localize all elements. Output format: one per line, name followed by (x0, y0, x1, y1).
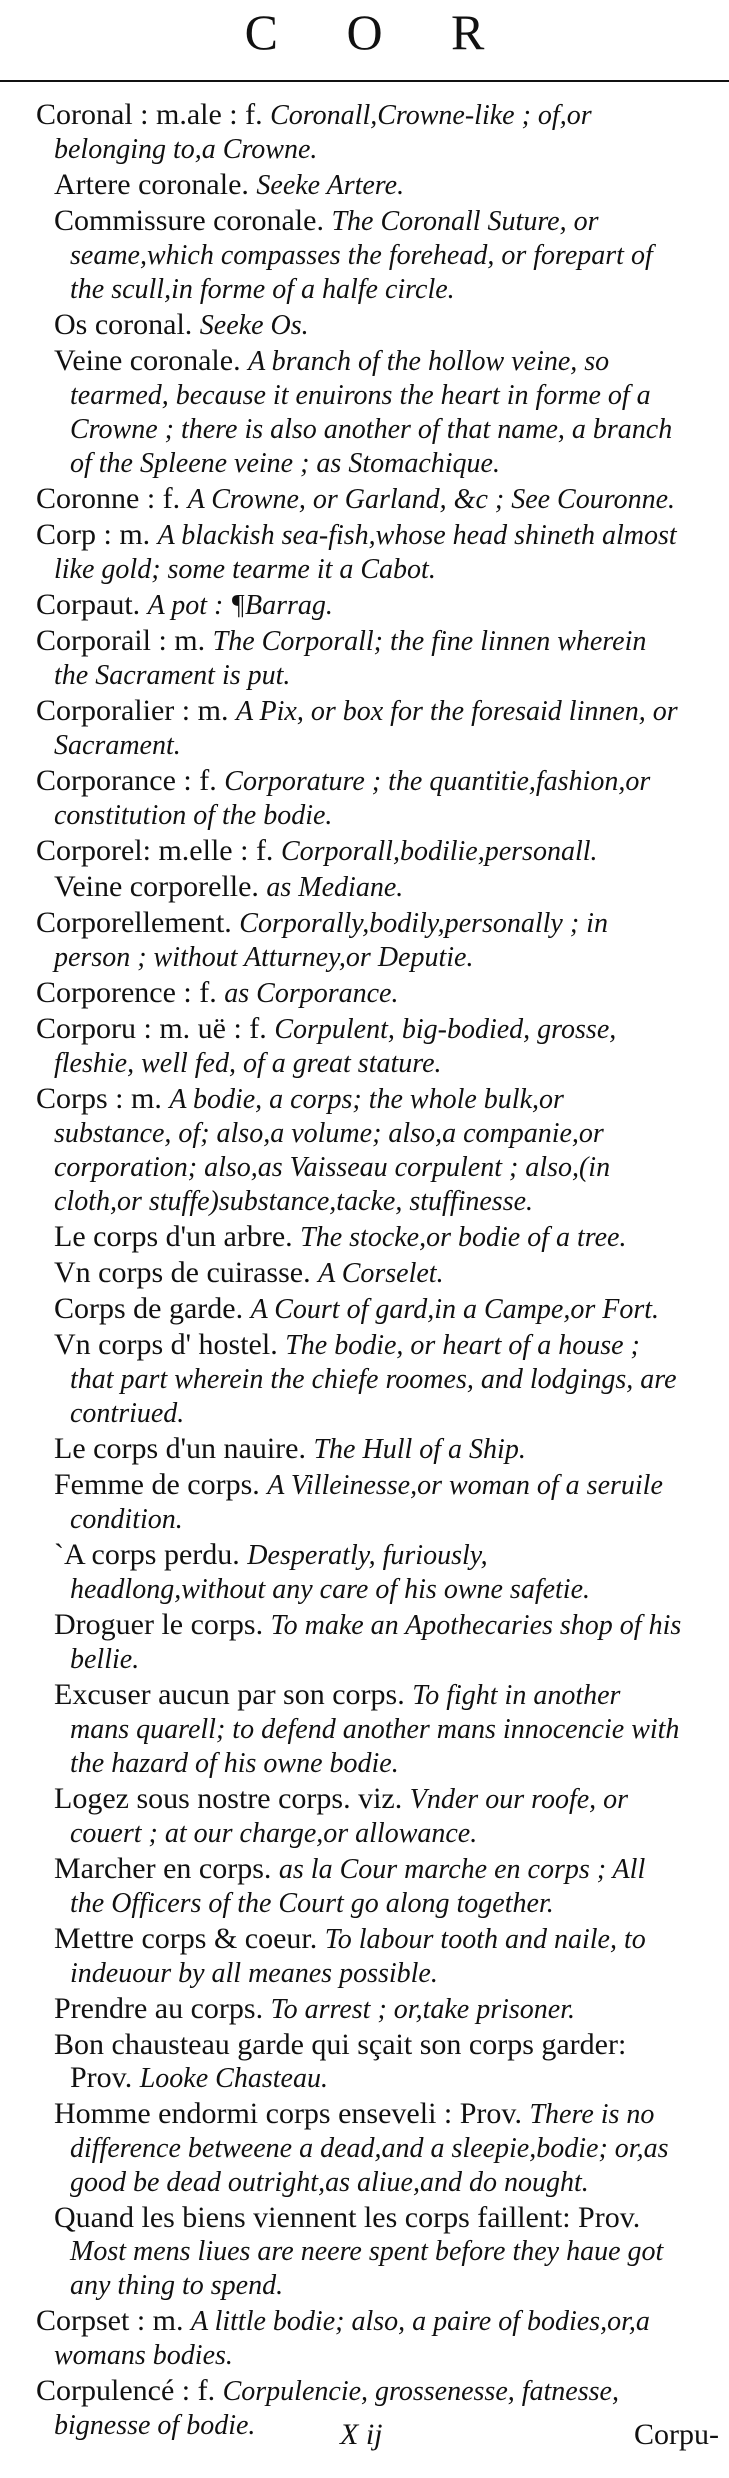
headword: Corps : m. (36, 1082, 162, 1115)
dictionary-entry (36, 2304, 686, 2372)
headword: Mettre corps & coeur. (54, 1922, 318, 1955)
headword: Corporance : f. (36, 764, 217, 797)
dictionary-subentry (36, 308, 686, 342)
headword: Corpulencé : f. (36, 2374, 216, 2407)
gloss: Corpulencie, grossenesse, fatnesse, bignesse of bodie. (54, 2376, 619, 2441)
dictionary-entry (36, 906, 686, 974)
gloss: Corporall,bodilie,personall. (280, 836, 598, 867)
gloss: A Villeinesse,or woman of a seruile condition. (70, 1470, 663, 1535)
headword: Veine coronale. (54, 344, 241, 377)
gloss: A Court of gard,in a Campe,or Fort. (250, 1294, 659, 1325)
dictionary-subentry (36, 204, 686, 306)
gloss: Seeke Artere. (256, 170, 405, 201)
signature-mark: X ij (340, 2418, 383, 2451)
gloss: To make an Apothecaries shop of his bellie. (70, 1610, 682, 1675)
gloss: as Mediane. (266, 872, 404, 903)
headword: Quand les biens viennent les corps faillent: Prov. (54, 2201, 641, 2234)
gloss: A Crowne, or Garland, &c ; See Couronne. (187, 484, 676, 515)
headword: `A corps perdu. (54, 1538, 240, 1571)
dictionary-subentry (36, 1608, 686, 1676)
headword: Prendre au corps. (54, 1992, 264, 2025)
headword: Corps de garde. (54, 1292, 244, 1325)
gloss: Seeke Os. (199, 310, 309, 341)
gloss: Corpulent, big-bodied, grosse, fleshie, well fed, of a great stature. (54, 1014, 617, 1079)
headword: Commissure coronale. (54, 204, 324, 237)
gloss: The Corporall; the fine linnen wherein the Sacrament is put. (54, 626, 647, 691)
headword: Marcher en corps. (54, 1852, 272, 1885)
headword: Bon chausteau garde qui sçait son corps garder: Prov. (54, 2028, 627, 2094)
gloss: The bodie, or heart of a house ; that part wherein the chiefe roomes, and lodgings, are contriued. (70, 1330, 677, 1429)
gloss: The Hull of a Ship. (313, 1434, 526, 1465)
dictionary-entry (36, 976, 686, 1010)
dictionary-subentry (36, 1852, 686, 1920)
catchword: Corpu- (634, 2418, 719, 2451)
gloss: A little bodie; also, a paire of bodies,or,a womans bodies. (54, 2306, 650, 2371)
headword: Os coronal. (54, 308, 193, 341)
dictionary-entry (36, 518, 686, 586)
gloss: A Corselet. (318, 1258, 444, 1289)
dictionary-subentry (36, 1538, 686, 1606)
headword: Droguer le corps. (54, 1608, 264, 1641)
headword: Le corps d'un nauire. (54, 1432, 306, 1465)
dictionary-subentry (36, 1678, 686, 1780)
dictionary-subentry (36, 1468, 686, 1536)
dictionary-entry (36, 834, 686, 868)
gloss: A blackish sea-fish,whose head shineth almost like gold; some tearme it a Cabot. (54, 520, 677, 585)
dictionary-entry (36, 624, 686, 692)
headword: Corp : m. (36, 518, 151, 551)
dictionary-subentry (36, 1922, 686, 1990)
page-header (0, 0, 729, 64)
dictionary-subentry (36, 2201, 686, 2302)
header-rule (0, 80, 729, 82)
gloss: Looke Chasteau. (139, 2063, 328, 2094)
dictionary-column (36, 98, 686, 2444)
dictionary-subentry (36, 2028, 686, 2095)
gloss: Most mens liues are neere spent before they haue got any thing to spend. (70, 2236, 664, 2301)
headword: Corporail : m. (36, 624, 206, 657)
headword: Femme de corps. (54, 1468, 260, 1501)
headword: Artere coronale. (54, 168, 249, 201)
dictionary-subentry (36, 1256, 686, 1290)
headword: Vn corps de cuirasse. (54, 1256, 311, 1289)
gloss: Corporally,bodily,personally ; in person ; without Atturney,or Deputie. (54, 908, 608, 973)
gloss: The stocke,or bodie of a tree. (300, 1222, 627, 1253)
dictionary-entry (36, 588, 686, 622)
headword: Corporalier : m. (36, 694, 229, 727)
gloss: There is no difference betweene a dead,and a sleepie,bodie; or,as good be dead outright,as aliue,and do nought. (70, 2099, 669, 2198)
dictionary-subentry (36, 1782, 686, 1850)
headword: Corporence : f. (36, 976, 217, 1009)
dictionary-entry (36, 1012, 686, 1080)
gloss: A bodie, a corps; the whole bulk,or substance, of; also,a volume; also,a companie,or corporation; also,as Vaisseau corpulent ; also,(in cloth,or stuffe)substance,tacke, stuffinesse. (54, 1084, 611, 1217)
dictionary-subentry (36, 1992, 686, 2026)
dictionary-entry (36, 482, 686, 516)
dictionary-subentry (36, 870, 686, 904)
gloss: The Coronall Suture, or seame,which compasses the forehead, or forepart of the scull,in forme of a halfe circle. (70, 206, 653, 305)
page-footer (0, 2418, 729, 2468)
gloss: To arrest ; or,take prisoner. (270, 1994, 575, 2025)
gloss: Corporature ; the quantitie,fashion,or constitution of the bodie. (54, 766, 651, 831)
headword: Coronal : m.ale : f. (36, 98, 263, 131)
gloss: Coronall,Crowne-like ; of,or belonging to,a Crowne. (54, 100, 592, 165)
headword: Homme endormi corps enseveli : Prov. (54, 2097, 522, 2130)
headword: Corporellement. (36, 906, 232, 939)
gloss: A Pix, or box for the foresaid linnen, or Sacrament. (54, 696, 678, 761)
running-head: C O R (244, 4, 513, 60)
headword: Corporel: m.elle : f. (36, 834, 274, 867)
dictionary-subentry (36, 1432, 686, 1466)
gloss: Vnder our roofe, or couert ; at our charge,or allowance. (70, 1784, 629, 1849)
gloss: To fight in another mans quarell; to defend another mans innocencie with the hazard of his owne bodie. (70, 1680, 680, 1779)
gloss: as Corporance. (224, 978, 399, 1009)
dictionary-subentry (36, 1292, 686, 1326)
headword: Corpset : m. (36, 2304, 184, 2337)
headword: Excuser aucun par son corps. (54, 1678, 405, 1711)
headword: Logez sous nostre corps. viz. (54, 1782, 403, 1815)
dictionary-entry (36, 1082, 686, 1218)
headword: Veine corporelle. (54, 870, 259, 903)
dictionary-subentry (36, 1328, 686, 1430)
gloss: To labour tooth and naile, to indeuour by all meanes possible. (70, 1924, 646, 1989)
gloss: Desperatly, furiously, headlong,without any care of his owne safetie. (70, 1540, 591, 1605)
dictionary-entry (36, 694, 686, 762)
headword: Corpaut. (36, 588, 141, 621)
dictionary-entry (36, 98, 686, 166)
gloss: A pot : ¶Barrag. (147, 590, 333, 621)
dictionary-subentry (36, 1220, 686, 1254)
gloss: A branch of the hollow veine, so tearmed, because it enuirons the heart in forme of a Crowne ; there is also another of that name, a branch of the Spleene veine ; as Stomachique. (70, 346, 673, 479)
headword: Vn corps d' hostel. (54, 1328, 278, 1361)
headword: Le corps d'un arbre. (54, 1220, 293, 1253)
headword: Corporu : m. uë : f. (36, 1012, 267, 1045)
dictionary-subentry (36, 168, 686, 202)
dictionary-subentry (36, 344, 686, 480)
headword: Coronne : f. (36, 482, 181, 515)
dictionary-subentry (36, 2097, 686, 2199)
dictionary-entry (36, 764, 686, 832)
gloss: as la Cour marche en corps ; All the Officers of the Court go along together. (70, 1854, 646, 1919)
